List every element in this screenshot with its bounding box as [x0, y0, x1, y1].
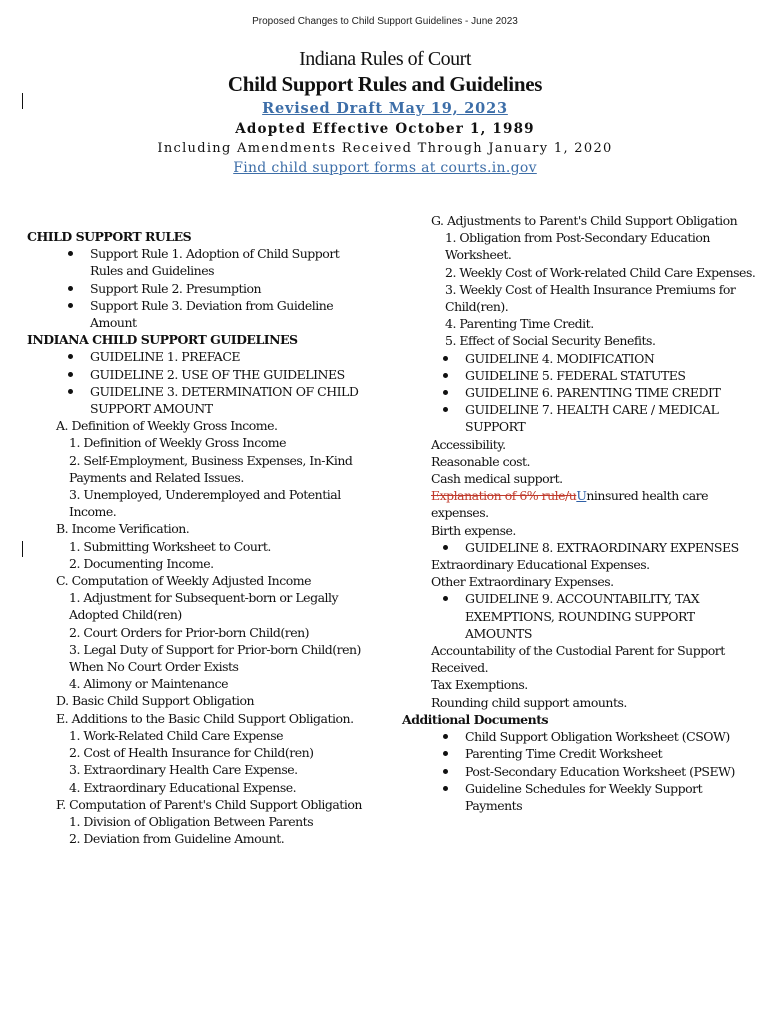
toc-subitem[interactable]: Tax Exemptions. [431, 677, 528, 693]
toc-item[interactable]: GUIDELINE 3. DETERMINATION OF CHILD SUPPORT AMOUNT [90, 383, 372, 417]
toc-section[interactable]: A. Definition of Weekly Gross Income. [56, 418, 278, 434]
revised-draft-link[interactable]: Revised Draft May 19, 2023 [262, 100, 508, 117]
guidelines-heading[interactable]: INDIANA CHILD SUPPORT GUIDELINES [27, 332, 298, 348]
rules-list [27, 245, 372, 331]
additional-documents-heading[interactable]: Additional Documents [402, 711, 549, 727]
guidelines-list [402, 590, 757, 642]
document-title: Child Support Rules and Guidelines [227, 72, 543, 96]
title-block [0, 47, 770, 178]
guidelines-list [402, 539, 757, 556]
toc-item[interactable]: Guideline Schedules for Weekly Support Payments [465, 780, 757, 814]
toc-subitem[interactable]: Birth expense. [431, 522, 516, 538]
toc-subitem[interactable]: Accountability of the Custodial Parent for Support Received. [431, 643, 725, 676]
court-title: Indiana Rules of Court [299, 48, 471, 70]
toc-subitem[interactable]: 1. Adjustment for Subsequent-born or Legally Adopted Child(ren) [69, 590, 339, 623]
toc-subitem[interactable]: 1. Division of Obligation Between Parents [69, 813, 314, 829]
toc-subitem[interactable]: 1. Obligation from Post-Secondary Education Worksheet. [445, 230, 710, 263]
toc-subitem[interactable]: Rounding child support amounts. [431, 694, 627, 710]
toc-subitem[interactable]: 2. Court Orders for Prior-born Child(ren) [69, 624, 310, 640]
toc-subitem[interactable]: Extraordinary Educational Expenses. [431, 557, 650, 573]
toc-subitem[interactable]: 3. Unemployed, Underemployed and Potential Income. [69, 487, 341, 520]
uninsured-text: ninsured health care expenses. [431, 488, 709, 521]
toc-subitem-uninsured[interactable] [402, 487, 757, 521]
deleted-text: Explanation of 6% rule/u [431, 488, 577, 504]
rules-heading[interactable]: CHILD SUPPORT RULES [27, 229, 192, 244]
toc-section[interactable]: F. Computation of Parent's Child Support Obligation [56, 796, 362, 812]
toc-subitem[interactable]: 2. Cost of Health Insurance for Child(ren) [69, 745, 314, 761]
toc-item[interactable]: Parenting Time Credit Worksheet [465, 745, 757, 762]
toc-subitem[interactable]: 4. Parenting Time Credit. [445, 316, 594, 332]
toc-item[interactable]: GUIDELINE 9. ACCOUNTABILITY, TAX EXEMPTIONS, ROUNDING SUPPORT AMOUNTS [465, 590, 757, 642]
toc-item[interactable]: GUIDELINE 4. MODIFICATION [465, 350, 757, 367]
toc-subitem[interactable]: 2. Deviation from Guideline Amount. [69, 831, 285, 847]
toc-item[interactable]: GUIDELINE 2. USE OF THE GUIDELINES [90, 366, 372, 383]
inserted-text: U [576, 488, 587, 504]
toc-subitem[interactable]: Reasonable cost. [431, 453, 531, 469]
guidelines-list [27, 348, 372, 417]
toc-section[interactable]: E. Additions to the Basic Child Support Obligation. [56, 710, 354, 726]
toc-section[interactable]: D. Basic Child Support Obligation [56, 693, 255, 709]
toc-subitem[interactable]: 4. Alimony or Maintenance [69, 676, 229, 692]
toc-item[interactable]: GUIDELINE 7. HEALTH CARE / MEDICAL SUPPORT [465, 401, 757, 435]
toc-section[interactable]: C. Computation of Weekly Adjusted Income [56, 573, 311, 589]
forms-link[interactable]: Find child support forms at courts.in.gov [233, 160, 537, 176]
toc-subitem[interactable]: Accessibility. [431, 436, 506, 452]
toc-subitem[interactable]: 2. Self-Employment, Business Expenses, In-Kind Payments and Related Issues. [69, 452, 353, 485]
toc-subitem[interactable]: 3. Extraordinary Health Care Expense. [69, 762, 298, 778]
toc-item[interactable]: GUIDELINE 1. PREFACE [90, 348, 372, 365]
toc-item[interactable]: Support Rule 3. Deviation from Guideline Amount [90, 297, 372, 331]
page-header: Proposed Changes to Child Support Guidelines - June 2023 [252, 16, 518, 27]
toc-subitem[interactable]: Other Extraordinary Expenses. [431, 574, 614, 590]
toc-subitem[interactable]: 2. Documenting Income. [69, 555, 214, 571]
toc-subitem[interactable]: 5. Effect of Social Security Benefits. [445, 333, 656, 349]
toc-section[interactable]: G. Adjustments to Parent's Child Support Obligation [431, 213, 738, 228]
toc-subitem[interactable]: Cash medical support. [431, 471, 563, 487]
toc-subitem[interactable]: 1. Submitting Worksheet to Court. [69, 538, 271, 554]
revision-change-bar [22, 541, 23, 557]
toc-subitem[interactable]: 2. Weekly Cost of Work-related Child Care Expenses. [445, 264, 756, 280]
toc-item[interactable]: GUIDELINE 8. EXTRAORDINARY EXPENSES [465, 539, 757, 556]
toc-subitem[interactable]: 4. Extraordinary Educational Expense. [69, 779, 297, 795]
toc-left-column [27, 228, 372, 847]
toc-item[interactable]: GUIDELINE 5. FEDERAL STATUTES [465, 367, 757, 384]
adopted-date: Adopted Effective October 1, 1989 [235, 121, 535, 137]
additional-documents-list [402, 728, 757, 814]
toc-item[interactable]: Child Support Obligation Worksheet (CSOW) [465, 728, 757, 745]
toc-right-column [402, 212, 757, 814]
toc-item[interactable]: Support Rule 1. Adoption of Child Support Rules and Guidelines [90, 245, 372, 279]
toc-subitem[interactable]: 1. Definition of Weekly Gross Income [69, 435, 286, 451]
amendments-note: Including Amendments Received Through January 1, 2020 [157, 141, 613, 156]
toc-item[interactable]: Support Rule 2. Presumption [90, 280, 372, 297]
guidelines-list [402, 350, 757, 436]
toc-item[interactable]: Post-Secondary Education Worksheet (PSEW) [465, 763, 757, 780]
toc-subitem[interactable]: 3. Weekly Cost of Health Insurance Premiums for Child(ren). [445, 281, 736, 315]
toc-section[interactable]: B. Income Verification. [56, 521, 190, 537]
toc-subitem[interactable]: 3. Legal Duty of Support for Prior-born Child(ren) When No Court Order Exists [69, 641, 361, 675]
toc-item[interactable]: GUIDELINE 6. PARENTING TIME CREDIT [465, 384, 757, 401]
toc-subitem[interactable]: 1. Work-Related Child Care Expense [69, 727, 284, 743]
